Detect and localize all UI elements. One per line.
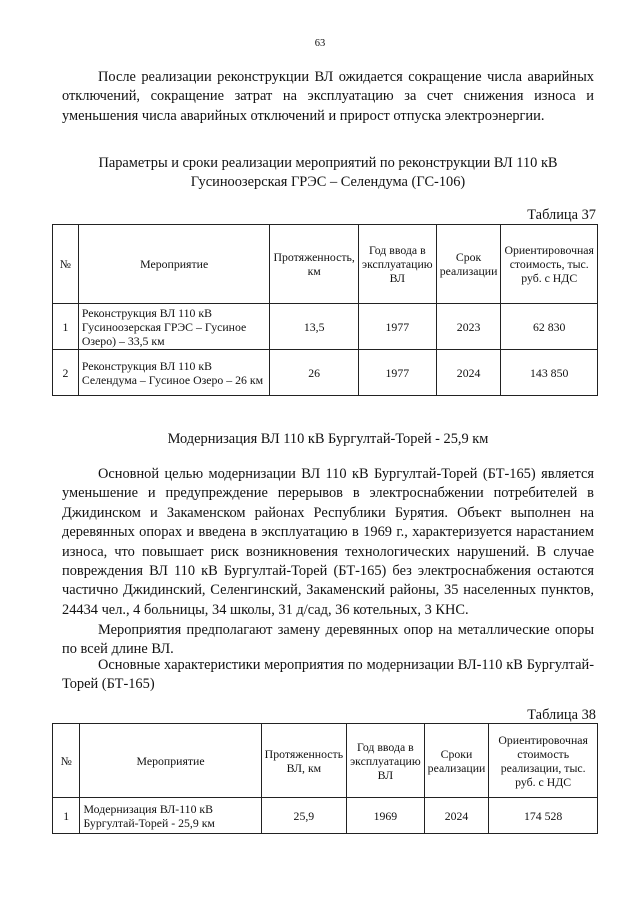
page-number: 63 [314,38,326,49]
section2-line: 31 д/сад, 36 котельных, 3 КНС. [278,601,469,618]
col-header-number: № [53,225,79,304]
section1-title-line1: Параметры и сроки реализации мероприятий по реконструкции ВЛ 110 кВ [98,155,558,171]
col-header-term: Сроки реализации [424,724,489,798]
section2-line: Бургултай-Торей (БТ-165) [62,657,594,693]
col-header-cost: Ориентировочная стоимость, тыс. руб. с НДС [501,225,598,304]
table-38 [52,723,598,834]
col-header-length: Протяженность ВЛ, км [261,724,346,798]
col-header-year: Год ввода в эксплуатацию ВЛ [358,225,436,304]
col-header-cost: Ориентировочная стоимость реализации, тыс. руб. с НДС [489,724,598,798]
intro-line: аварийных отключений, сокращение затрат на эксплуатацию за счет снижения [62,69,594,105]
row-cost: 174 528 [489,798,598,834]
col-header-activity: Мероприятие [78,225,270,304]
section2-line: Закаменский районы, 35 населенных пунктов, 24434 чел., 4 больницы, 34 школы, [62,582,595,618]
section1-title [62,154,594,192]
section2-line: Основной целью модернизации ВЛ 110 кВ Бургултай-Торей (БТ-165) [98,466,536,482]
row-activity: Реконструкция ВЛ 110 кВ Селендума – Гусиное Озеро – 26 км [78,350,270,396]
col-header-number: № [53,724,80,798]
section2-line: Основные характеристики мероприятия по модернизации ВЛ-110 кВ [98,657,523,673]
section1-title-line2: Гусиноозерская ГРЭС – Селендума (ГС-106) [190,174,466,190]
intro-line: После реализации реконструкции ВЛ ожидается сокращение числа [98,69,522,85]
table-38-label: Таблица 38 [527,707,596,723]
row-activity: Модернизация ВЛ-110 кВ Бургултай-Торей - 25,9 км [80,798,261,834]
col-header-year: Год ввода в эксплуатацию ВЛ [347,724,425,798]
row-term: 2024 [424,798,489,834]
col-header-activity: Мероприятие [80,724,261,798]
intro-line: электроэнергии. [444,107,545,124]
section2-paragraph-2 [62,621,594,660]
row-cost: 143 850 [501,350,598,396]
section2-paragraph [62,465,594,620]
table-37 [52,224,598,396]
row-cost: 62 830 [501,304,598,350]
table-37-label: Таблица 37 [527,207,596,223]
section2-line: (БТ-165) без электроснабжения остаются частично Джидинский, Селенгинский, [62,563,594,599]
row-number: 1 [53,798,80,834]
table-header-row [53,724,598,798]
section2-line: выполнен на деревянных опорах и введена в эксплуатацию в 1969 г., [62,504,594,541]
row-number: 2 [53,350,79,396]
row-length: 25,9 [261,798,346,834]
table-row [53,350,598,396]
section2-line: технологических нарушений. В случае повреждения ВЛ 110 кВ Бургултай-Торей [62,543,594,580]
row-length: 13,5 [270,304,358,350]
row-year: 1977 [358,304,436,350]
col-header-length: Протяженность, км [270,225,358,304]
row-activity: Реконструкция ВЛ 110 кВ Гусиноозерская ГРЭС – Гусиное Озеро) – 33,5 км [78,304,270,350]
col-header-term: Срок реализации [436,225,501,304]
row-length: 26 [270,350,358,396]
row-term: 2024 [436,350,501,396]
table-row [53,798,598,834]
row-year: 1969 [347,798,425,834]
section2-title: Модернизация ВЛ 110 кВ Бургултай-Торей - 25,9 км [167,431,489,447]
row-year: 1977 [358,350,436,396]
table-header-row [53,225,598,304]
row-number: 1 [53,304,79,350]
table-row [53,304,598,350]
row-term: 2023 [436,304,501,350]
section2-line: потребителей в Джидинском и Закаменском районах Республики Бурятия. Объект [62,485,594,521]
intro-line: износа и уменьшения числа аварийных отключений и прирост отпуска [62,88,594,124]
section2-line: характеризуется нарастанием износа, что повышает риск возникновения [62,524,594,560]
intro-paragraph [62,68,594,126]
section2-line: опоры по всей длине ВЛ. [62,622,594,658]
section2-paragraph-3 [62,656,594,695]
section2-line: Мероприятия предполагают замену деревянных опор на металлические [98,622,550,638]
section2-line: является уменьшение и предупреждение перерывов в электроснабжении [62,466,594,502]
